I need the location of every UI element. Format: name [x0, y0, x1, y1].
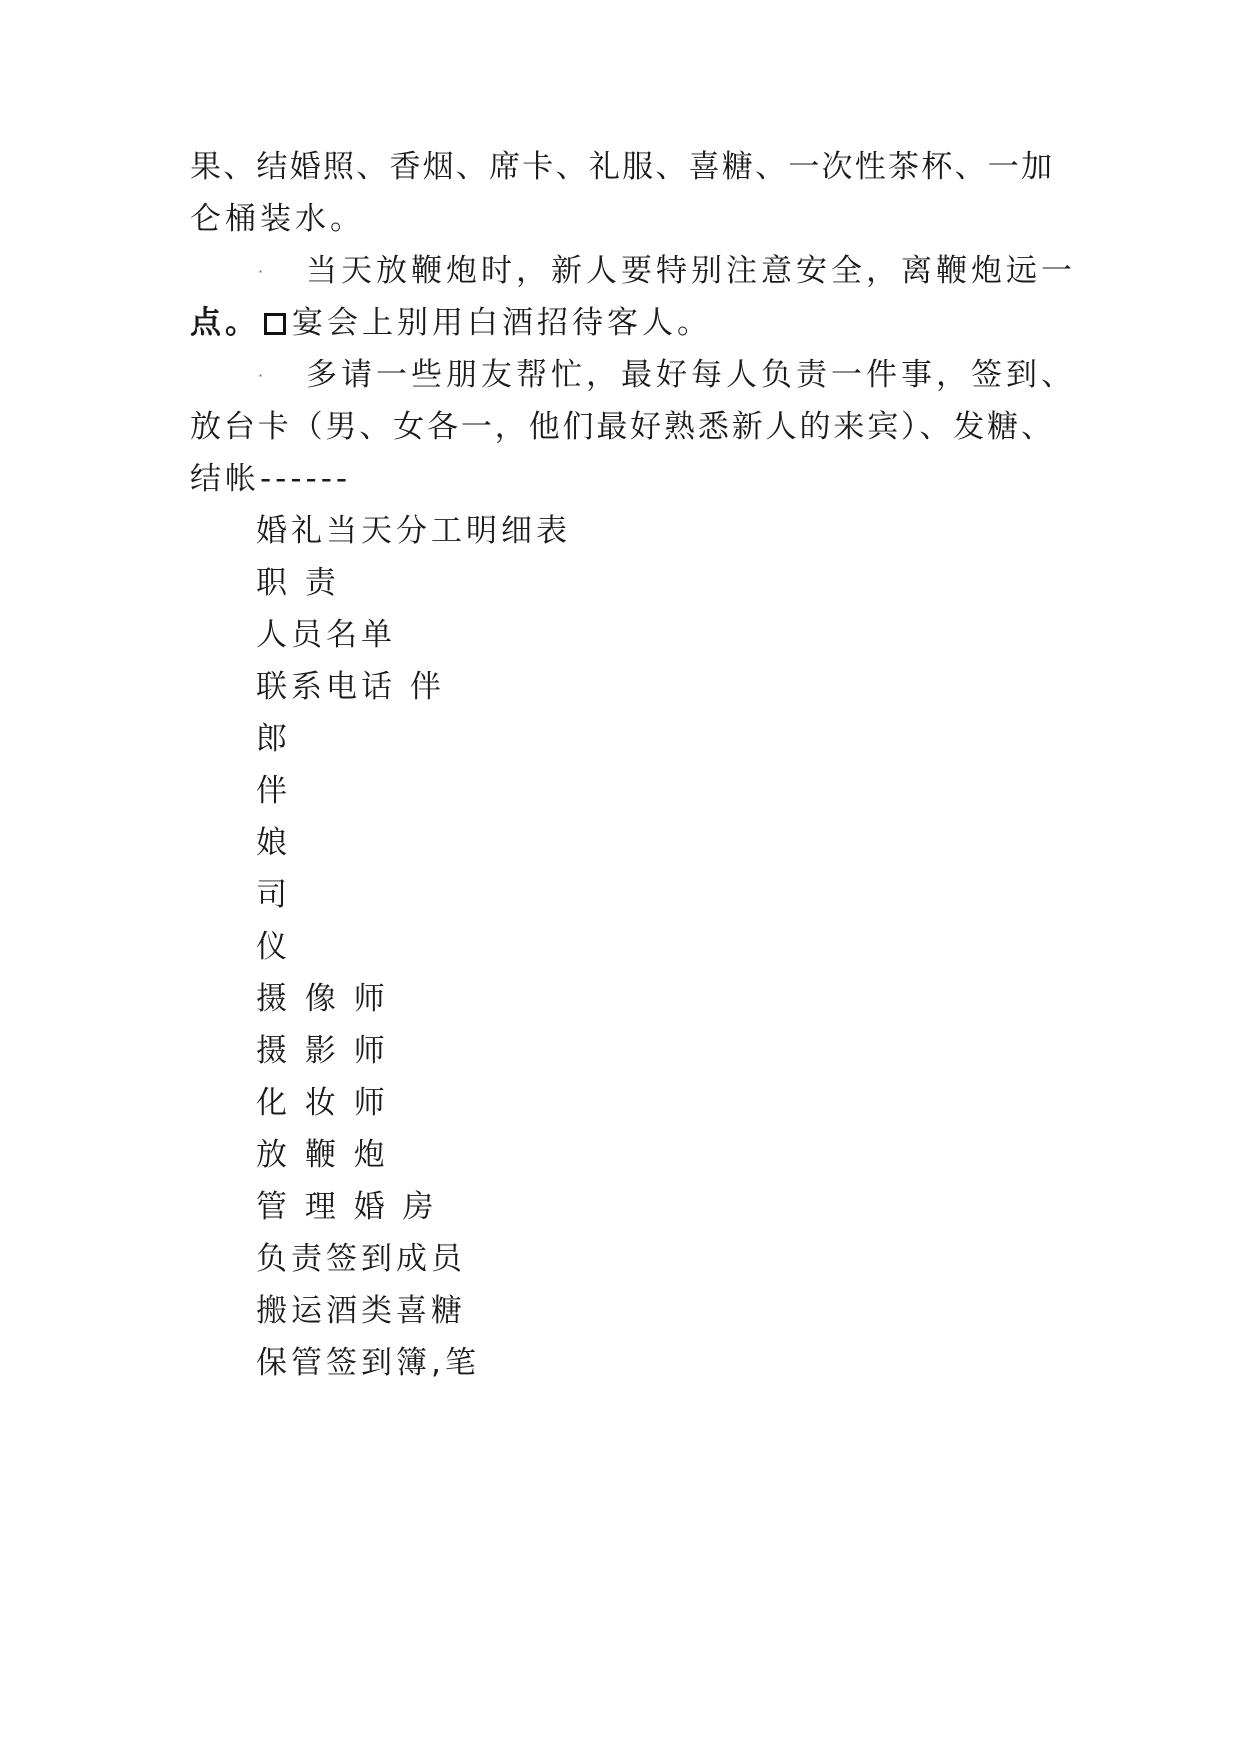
paragraph-line: 结帐------: [190, 461, 352, 497]
table-row: 保管签到簿,笔: [256, 1345, 480, 1381]
paragraph-line: 多请一些朋友帮忙，最好每人负责一件事，签到、: [306, 357, 1076, 393]
table-row: 伴: [256, 773, 291, 809]
table-row: 摄 影 师: [256, 1033, 389, 1069]
bullet-mark: ·: [258, 366, 264, 385]
paragraph-line: [190, 303, 712, 343]
table-header-names: 人员名单: [256, 617, 396, 653]
table-header-phone: 联系电话 伴: [256, 669, 445, 705]
table-row: 司: [256, 877, 291, 913]
paragraph-line: 当天放鞭炮时，新人要特别注意安全，离鞭炮远一: [306, 253, 1076, 289]
bullet-mark: ·: [258, 262, 264, 281]
table-row: 放 鞭 炮: [256, 1137, 389, 1173]
table-row: 摄 像 师: [256, 981, 389, 1017]
paragraph-line: 放台卡（男、女各一，他们最好熟悉新人的来宾）、发糖、: [190, 409, 1052, 445]
paragraph-line: 果、结婚照、香烟、席卡、礼服、喜糖、一次性茶杯、一加: [190, 149, 1052, 185]
table-row: 仪: [256, 929, 291, 965]
table-row: 化 妆 师: [256, 1085, 389, 1121]
table-row: 负责签到成员: [256, 1241, 466, 1277]
table-row: 管 理 婚 房: [256, 1189, 438, 1225]
table-header-duty: 职 责: [256, 565, 340, 601]
checkbox-icon: [264, 313, 286, 335]
table-row: 娘: [256, 825, 291, 861]
table-title: 婚礼当天分工明细表: [256, 513, 571, 549]
bold-text: 点。: [190, 305, 260, 341]
table-row: 郎: [256, 721, 291, 757]
paragraph-line: 仑桶装水。: [190, 201, 365, 237]
table-row: 搬运酒类喜糖: [256, 1293, 466, 1329]
line-text: 宴会上别用白酒招待客人。: [292, 305, 712, 341]
